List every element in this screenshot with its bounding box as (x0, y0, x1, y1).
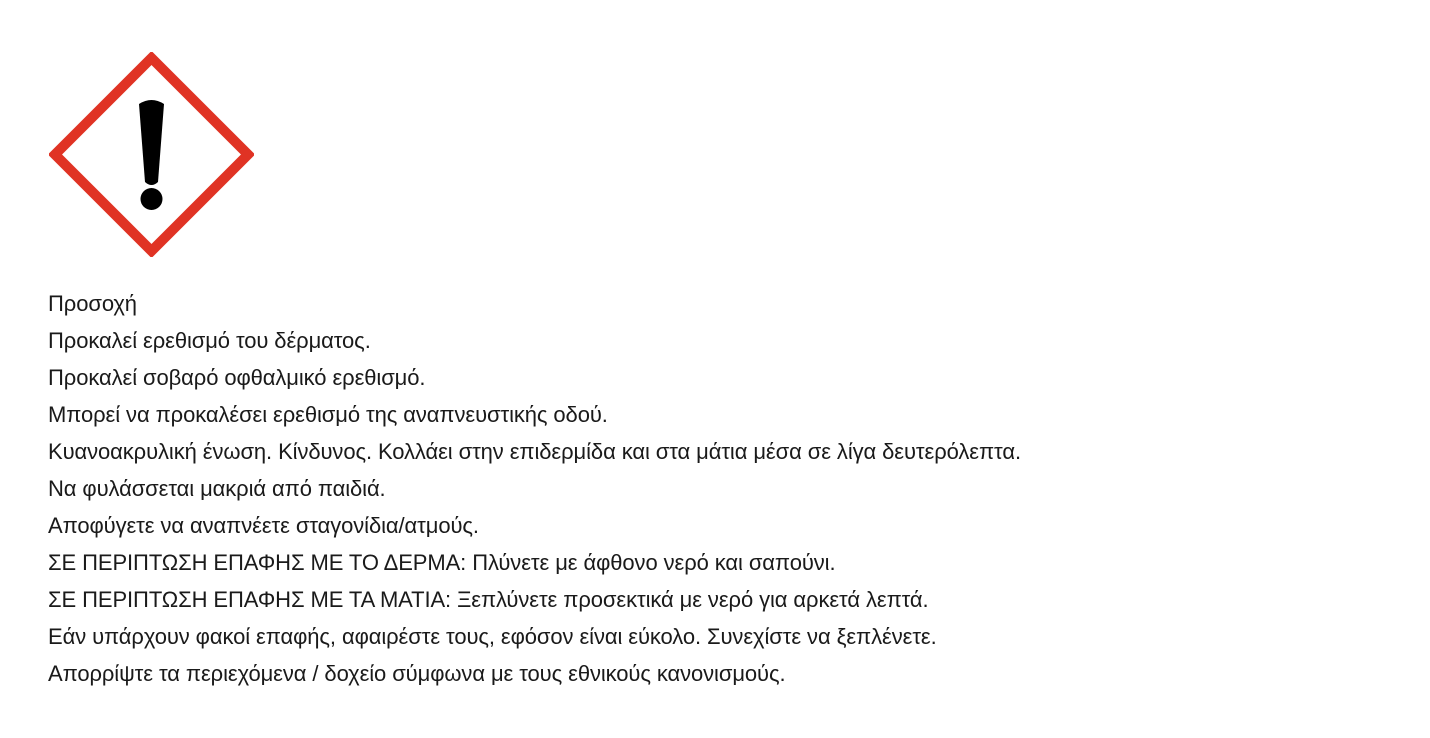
exclamation-dot (141, 188, 163, 210)
statement-line: ΣΕ ΠΕΡΙΠΤΩΣΗ ΕΠΑΦΗΣ ΜΕ ΤΑ ΜΑΤΙΑ: Ξεπλύνετε προσεκτικά με νερό για αρκετά λεπτά. (48, 587, 929, 612)
statement-line: ΣΕ ΠΕΡΙΠΤΩΣΗ ΕΠΑΦΗΣ ΜΕ ΤΟ ΔΕΡΜΑ: Πλύνετε με άφθονο νερό και σαπούνι. (48, 550, 836, 575)
statement-line: Να φυλάσσεται μακριά από παιδιά. (48, 476, 386, 501)
statement-line: Κυανοακρυλική ένωση. Κίνδυνος. Κολλάει στην επιδερμίδα και στα μάτια μέσα σε λίγα δευτερόλεπτα. (48, 439, 1021, 464)
statement-line: Προκαλεί ερεθισμό του δέρματος. (48, 328, 371, 353)
statement-line: Μπορεί να προκαλέσει ερεθισμό της αναπνευστικής οδού. (48, 402, 608, 427)
statement-line: Αποφύγετε να αναπνέετε σταγονίδια/ατμούς. (48, 513, 479, 538)
exclamation-mark-icon (49, 52, 254, 257)
statement-line: Απορρίψτε τα περιεχόμενα / δοχείο σύμφωνα με τους εθνικούς κανονισμούς. (48, 661, 786, 686)
hazard-statements (48, 285, 1408, 692)
statement-line: Προκαλεί σοβαρό οφθαλμικό ερεθισμό. (48, 365, 426, 390)
hazard-pictogram (49, 52, 254, 257)
statement-line: Εάν υπάρχουν φακοί επαφής, αφαιρέστε τους, εφόσον είναι εύκολο. Συνεχίστε να ξεπλένετε. (48, 624, 937, 649)
signal-word: Προσοχή (48, 291, 137, 316)
